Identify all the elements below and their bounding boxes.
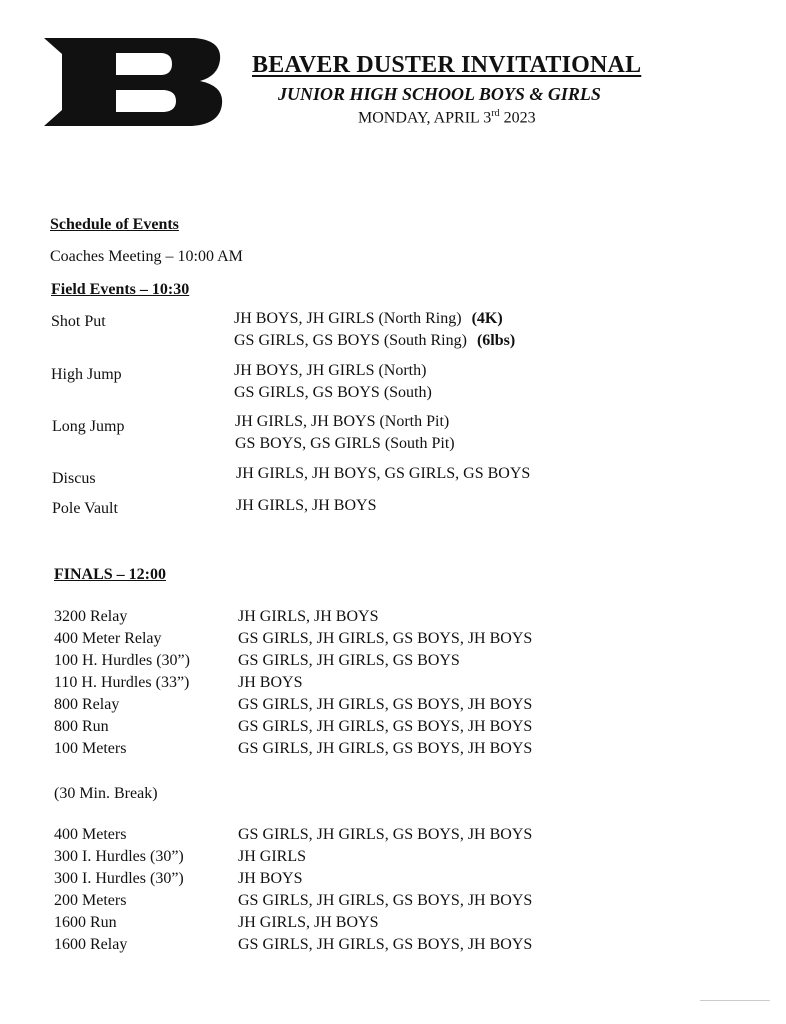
finals-event: 800 Run <box>54 718 109 735</box>
finals-groups: GS GIRLS, JH GIRLS, GS BOYS, JH BOYS <box>238 630 533 647</box>
finals-groups: GS GIRLS, JH GIRLS, GS BOYS, JH BOYS <box>238 696 533 713</box>
field-event-line-text: JH BOYS, JH GIRLS (North Ring) <box>234 310 462 327</box>
finals-event: 300 I. Hurdles (30”) <box>54 848 184 865</box>
field-event-name: Discus <box>52 470 96 487</box>
finals-event: 400 Meters <box>54 826 127 843</box>
field-event-line <box>234 384 432 406</box>
field-event-line <box>236 465 530 487</box>
schedule-heading: Schedule of Events <box>50 216 179 233</box>
finals-event: 100 H. Hurdles (30”) <box>54 652 190 669</box>
field-event-line-text: JH GIRLS, JH BOYS <box>236 497 377 514</box>
field-event-name: Shot Put <box>51 313 106 330</box>
finals-event: 800 Relay <box>54 696 120 713</box>
event-date-year: 2023 <box>499 109 536 127</box>
finals-groups: GS GIRLS, JH GIRLS, GS BOYS, JH BOYS <box>238 718 533 735</box>
field-event-groups <box>235 413 455 457</box>
field-event-groups <box>234 362 432 406</box>
field-event-line-text: JH GIRLS, JH BOYS (North Pit) <box>235 413 450 430</box>
field-event-line-text: GS GIRLS, GS BOYS (South Ring) <box>234 332 467 349</box>
field-event-line <box>235 435 455 457</box>
finals-heading: FINALS – 12:00 <box>54 566 167 583</box>
finals-groups: GS GIRLS, JH GIRLS, GS BOYS, JH BOYS <box>238 740 533 757</box>
finals-groups: GS GIRLS, JH GIRLS, GS BOYS, JH BOYS <box>238 936 533 953</box>
break-note: (30 Min. Break) <box>54 785 158 802</box>
finals-groups: JH BOYS <box>238 870 303 887</box>
finals-groups: JH GIRLS <box>238 848 307 865</box>
finals-event: 300 I. Hurdles (30”) <box>54 870 184 887</box>
field-event-line-note: (4K) <box>471 310 503 327</box>
document-title: BEAVER DUSTER INVITATIONAL <box>252 52 642 78</box>
finals-event: 100 Meters <box>54 740 127 757</box>
finals-event: 1600 Run <box>54 914 117 931</box>
field-event-name: Long Jump <box>52 418 125 435</box>
field-event-line <box>234 362 432 384</box>
finals-groups: GS GIRLS, JH GIRLS, GS BOYS <box>238 652 460 669</box>
field-event-line-text: GS BOYS, GS GIRLS (South Pit) <box>235 435 455 452</box>
finals-groups: GS GIRLS, JH GIRLS, GS BOYS, JH BOYS <box>238 892 533 909</box>
field-event-groups <box>234 310 515 354</box>
finals-event: 110 H. Hurdles (33”) <box>54 674 190 691</box>
field-event-line <box>234 310 515 332</box>
document-subtitle: JUNIOR HIGH SCHOOL BOYS & GIRLS <box>278 84 601 104</box>
field-event-line-note: (6lbs) <box>476 332 516 349</box>
field-event-groups <box>236 465 530 487</box>
event-date <box>358 108 536 127</box>
finals-groups: JH BOYS <box>238 674 303 691</box>
field-event-name: High Jump <box>51 366 122 383</box>
field-event-line-text: JH BOYS, JH GIRLS (North) <box>234 362 427 379</box>
scan-edge-divider <box>700 1000 770 1001</box>
field-event-line <box>236 497 376 519</box>
finals-groups: GS GIRLS, JH GIRLS, GS BOYS, JH BOYS <box>238 826 533 843</box>
field-event-name: Pole Vault <box>52 500 118 517</box>
field-event-line-text: JH GIRLS, JH BOYS, GS GIRLS, GS BOYS <box>236 465 531 482</box>
finals-event: 3200 Relay <box>54 608 128 625</box>
finals-event: 1600 Relay <box>54 936 128 953</box>
field-event-groups <box>236 497 376 519</box>
field-event-line <box>235 413 455 435</box>
finals-groups: JH GIRLS, JH BOYS <box>238 608 379 625</box>
finals-event: 400 Meter Relay <box>54 630 162 647</box>
coaches-meeting: Coaches Meeting – 10:00 AM <box>50 248 243 265</box>
field-event-line-text: GS GIRLS, GS BOYS (South) <box>234 384 432 401</box>
finals-event: 200 Meters <box>54 892 127 909</box>
school-logo-b-icon <box>44 38 224 126</box>
event-date-day: MONDAY, APRIL 3 <box>358 109 492 127</box>
field-events-heading: Field Events – 10:30 <box>51 281 190 298</box>
event-date-ordinal: rd <box>491 108 500 119</box>
field-event-line <box>234 332 515 354</box>
finals-groups: JH GIRLS, JH BOYS <box>238 914 379 931</box>
